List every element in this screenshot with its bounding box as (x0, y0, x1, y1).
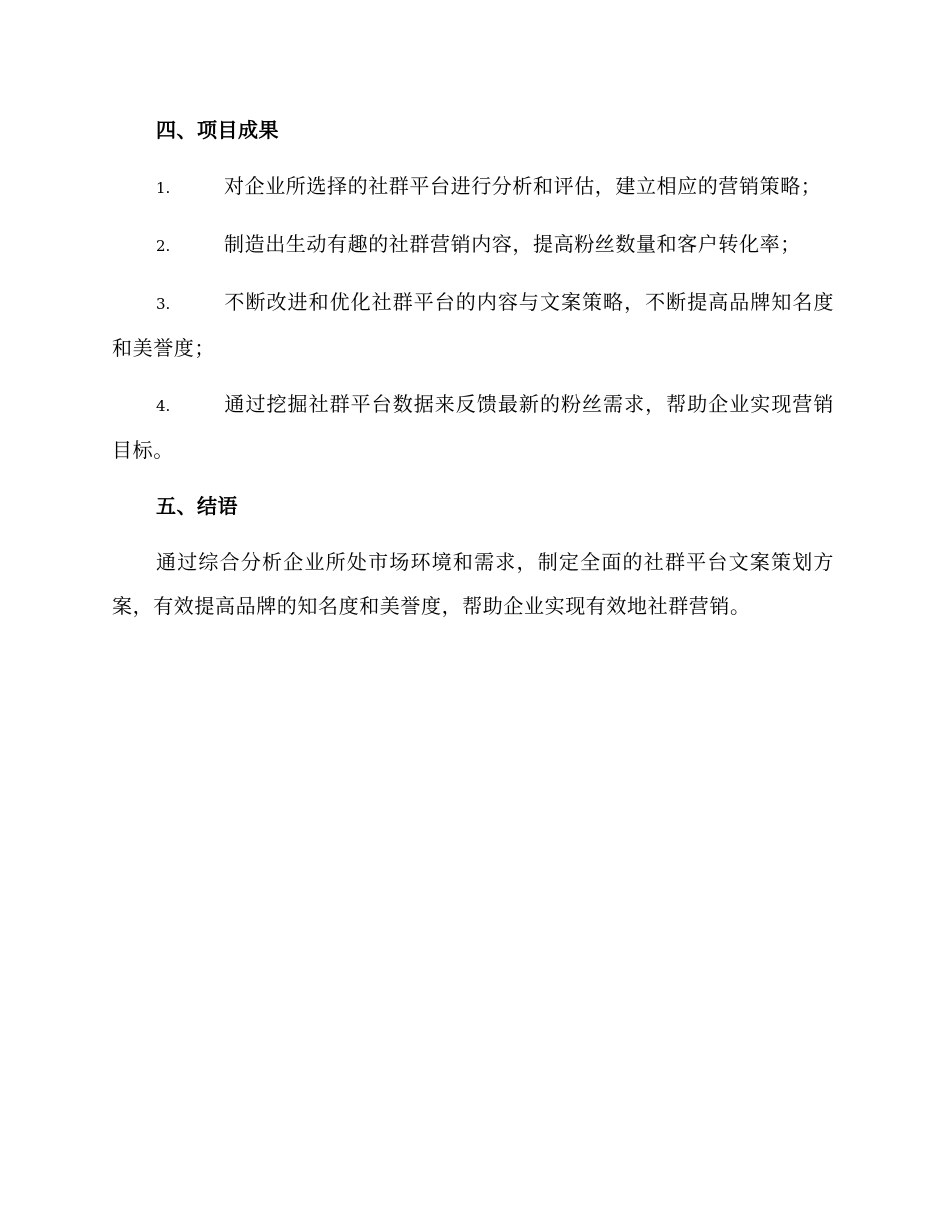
list-item-text: 不断改进和优化社群平台的内容与文案策略，不断提高品牌知名度和美誉度； (112, 290, 834, 360)
list-item-text: 制造出生动有趣的社群营销内容，提高粉丝数量和客户转化率； (224, 232, 801, 256)
conclusion-paragraph: 通过综合分析企业所处市场环境和需求，制定全面的社群平台文案策划方案，有效提高品牌的知名度和美誉度，帮助企业实现有效地社群营销。 (112, 550, 834, 618)
list-item-number: 1. (156, 179, 171, 197)
list-item-number: 3. (156, 295, 171, 313)
document-content (112, 108, 834, 628)
list-item (112, 164, 834, 210)
list-item-number: 2. (156, 237, 171, 255)
list-item-text: 对企业所选择的社群平台进行分析和评估，建立相应的营销策略； (224, 174, 822, 198)
list-item-text: 通过挖掘社群平台数据来反馈最新的粉丝需求，帮助企业实现营销目标。 (112, 392, 834, 462)
list-item-number: 4. (156, 397, 171, 415)
section-heading-conclusion: 五、结语 (156, 494, 238, 518)
list-item (112, 280, 834, 370)
list-item (112, 222, 834, 268)
section-heading-results: 四、项目成果 (156, 118, 279, 142)
list-item (112, 382, 834, 472)
